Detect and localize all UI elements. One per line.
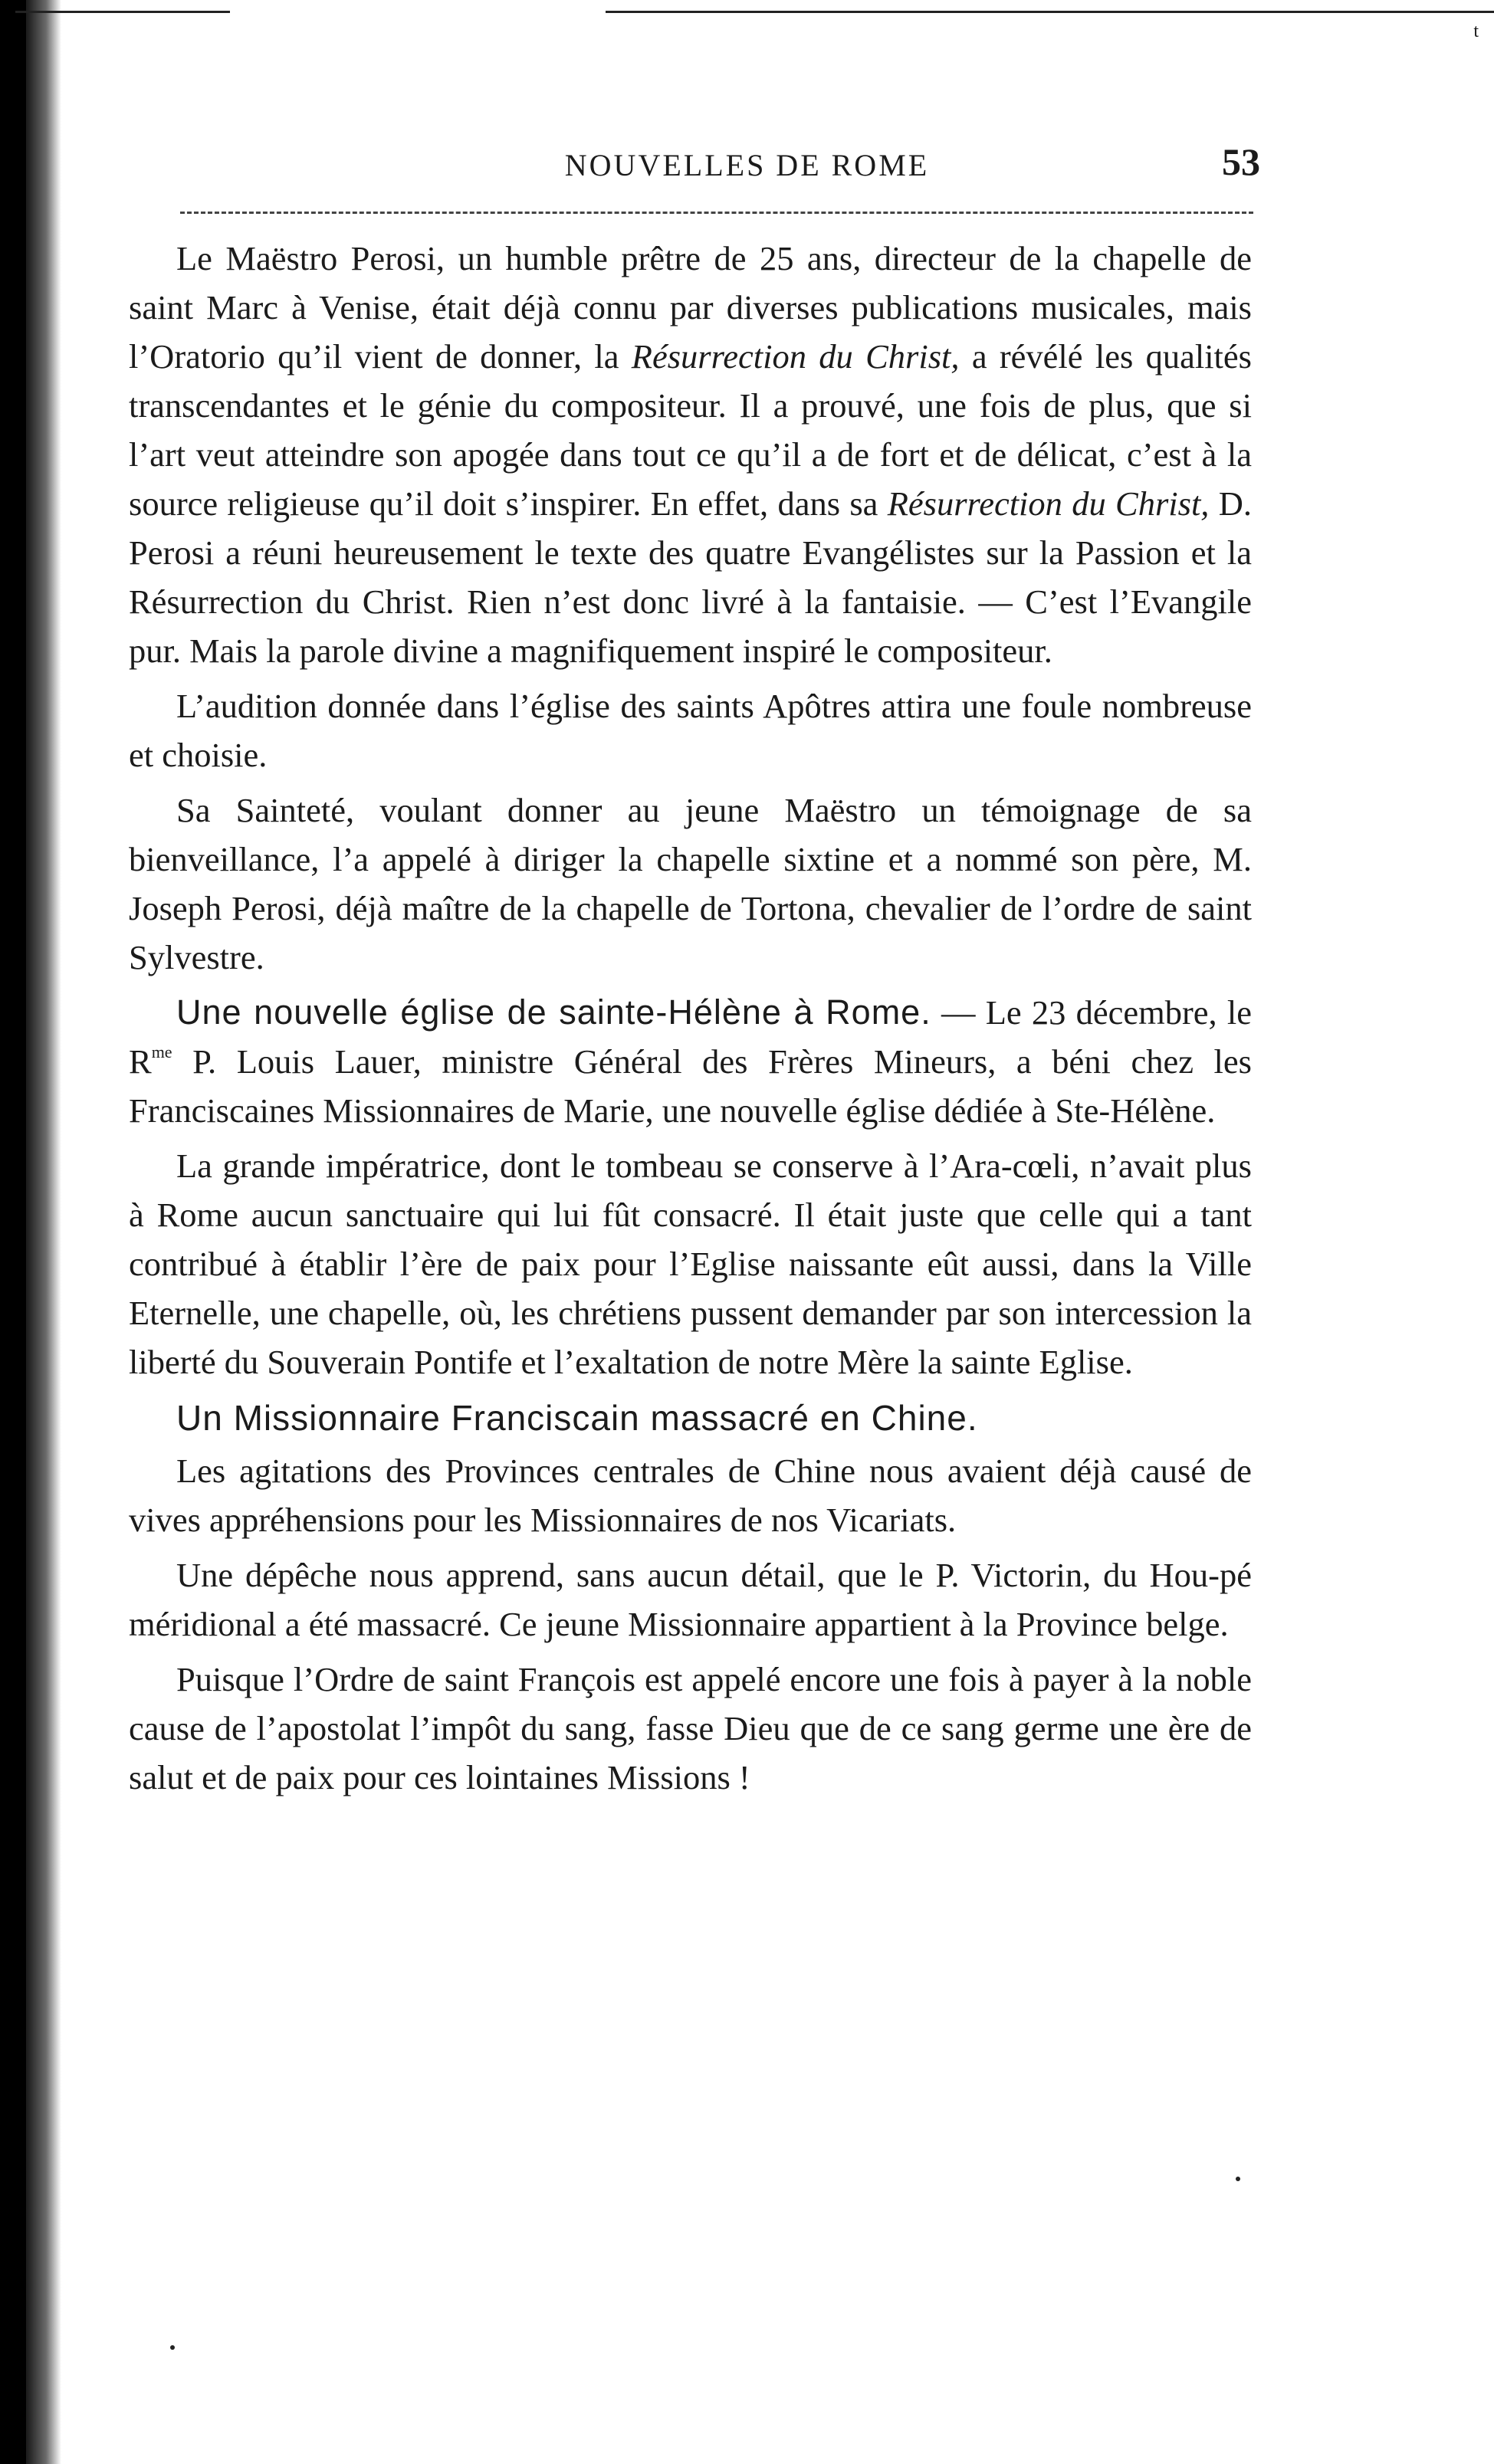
page-top-rule-left	[15, 11, 230, 13]
paragraph-agitations: Les agitations des Provinces centrales de Chine nous avaient déjà causé de vives appréhensions pour les Missionnaires de nos Vicariats.	[129, 1452, 1252, 1539]
ink-speck	[170, 2345, 175, 2350]
page-number: 53	[1222, 140, 1260, 183]
section-heading-chine: Un Missionnaire Franciscain massacré en Chine.	[176, 1398, 978, 1438]
paragraph-sainthete: Sa Sainteté, voulant donner au jeune Maëstro un témoignage de sa bienveillance, l’a appelé à diriger la chapelle sixtine et a nommé son père, M. Joseph Perosi, déjà maître de la chapelle de Tortona, chevalier de l’ordre de saint Sylvestre.	[129, 791, 1252, 976]
paragraph-perosi-oratorio: Le Maëstro Perosi, un humble prêtre de 25 ans, directeur de la chapelle de saint Marc à Venise, était déjà connu par diverses publications musicales, mais l’Oratorio qu’il vient de donner, la Résurrection du Christ, a révélé les qualités transcendantes et le génie du compositeur. Il a prouvé, une fois de plus, que si l’art veut atteindre son apogée dans tout ce qu’il a de fort et de délicat, c’est à la source religieuse qu’il doit s’inspirer. En effet, dans sa Résurrection du Christ, D. Perosi a réuni heureusement le texte des quatre Evangélistes sur la Passion et la Résurrection du Christ. Rien n’est donc livré à la fantaisie. — C’est l’Evangile pur. Mais la parole divine a magnifiquement inspiré le compositeur.	[129, 239, 1252, 670]
paragraph-imperatrice: La grande impératrice, dont le tombeau se conserve à l’Ara-cœli, n’avait plus à Rome aucun sanctuaire qui lui fût consacré. Il était juste que celle qui a tant contribué à établir l’ère de paix pour l’Eglise naissante eût aussi, dans la Ville Eternelle, une chapelle, où, les chrétiens pussent demander par son intercession la liberté du Souverain Pontife et l’exaltation de notre Mère la sainte Eglise.	[129, 1147, 1252, 1381]
paragraph-sainte-helene: Une nouvelle église de sainte-Hélène à Rome. — Le 23 décembre, le $R^{me}$ P. Louis Lauer, ministre Général des Frères Mineurs, a béni chez les Franciscaines Missionnaires de Marie, une nouvelle église dédiée à Ste-Hélène.	[129, 992, 1252, 1130]
article-body	[129, 234, 1252, 1808]
header-divider	[180, 212, 1253, 214]
stray-print-mark: t	[1473, 21, 1479, 41]
page-top-rule-right	[606, 11, 1494, 13]
paragraph-audition: L’audition donnée dans l’église des saints Apôtres attira une foule nombreuse et choisie.	[129, 687, 1252, 774]
work-title: Résurrection du Christ,	[631, 337, 960, 376]
ink-speck	[1236, 2177, 1240, 2181]
paragraph-depeche: Une dépêche nous apprend, sans aucun détail, que le P. Victorin, du Hou-pé méridional a été massacré. Ce jeune Missionnaire appartient à la Province belge.	[129, 1556, 1252, 1643]
paragraph-puisque: Puisque l’Ordre de saint François est appelé encore une fois à payer à la noble cause de l’apostolat l’impôt du sang, fasse Dieu que de ce sang germe une ère de salut et de paix pour ces lointaines Missions !	[129, 1660, 1252, 1796]
section-heading-sainte-helene: Une nouvelle église de sainte-Hélène à Rome.	[176, 992, 931, 1032]
book-spine-edge	[0, 0, 26, 2464]
work-title: Résurrection du Christ,	[887, 484, 1210, 523]
running-title: NOUVELLES DE ROME	[564, 148, 930, 182]
